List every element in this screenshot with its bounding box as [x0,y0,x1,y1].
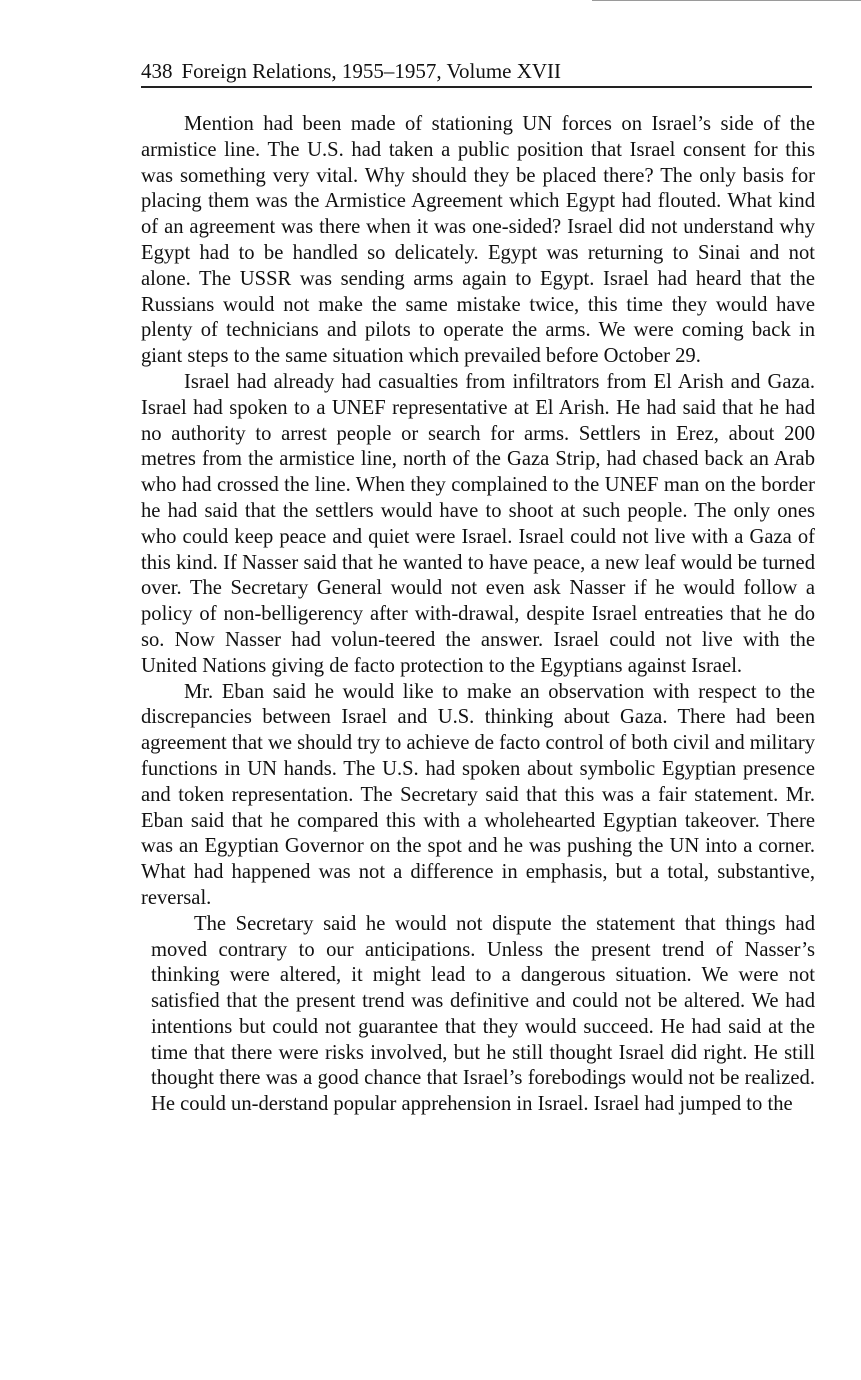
paragraph-un-forces: Mention had been made of stationing UN forces on Israel’s side of the armistice line. The U.S. had taken a public position that Israel consent for this was something very vital. Why should they be placed there? The only basis for placing them was the Armistice Agreement which Egypt had flouted. What kind of an agreement was there when it was one-sided? Israel did not understand why Egypt had to be handled so delicately. Egypt was returning to Sinai and not alone. The USSR was sending arms again to Egypt. Israel had heard that the Russians would not make the same mistake twice, this time they would have plenty of technicians and pilots to operate the arms. We were coming back in giant steps to the same situation which prevailed before October 29. [141,113,815,368]
volume-title: Foreign Relations, 1955–1957, Volume XVII [181,59,562,83]
document-body [141,112,815,1118]
running-header [141,58,812,88]
paragraph-eban-observation: Mr. Eban said he would like to make an observation with respect to the discrepancies between Israel and U.S. thinking about Gaza. There had been agreement that we should try to achieve de facto control of both civil and military functions in UN hands. The U.S. had spoken about symbolic Egyptian presence and token representation. The Secretary said that this was a fair statement. Mr. Eban said that he compared this with a wholehearted Egyptian takeover. There was an Egyptian Governor on the spot and he was pushing the UN into a corner. What had happened was not a difference in emphasis, but a total, substantive, reversal. [141,680,815,909]
paragraph-secretary-response: The Secretary said he would not dispute the statement that things had moved contrary to our anticipations. Unless the present trend of Nasser’s thinking were altered, it might lead to a dangerous situation. We were not satisfied that the present trend was definitive and could not be altered. We had intentions but could not guarantee that they would succeed. He had said at the time that there were risks involved, but he still thought Israel did right. He still thought there was a good chance that Israel’s forebodings would not be realized. He could un-derstand popular apprehension in Israel. Israel had jumped to the [151,912,815,1116]
top-edge-rule [592,0,861,1]
page-number: 438 [141,59,173,83]
paragraph-infiltrators: Israel had already had casualties from infiltrators from El Arish and Gaza. Israel had spoken to a UNEF representative at El Arish. He had said that he had no authority to arrest people or search for arms. Settlers in Erez, about 200 metres from the armistice line, north of the Gaza Strip, had chased back an Arab who had crossed the line. When they complained to the UNEF man on the border he had said that the settlers would have to shoot at such people. The only ones who could keep peace and quiet were Israel. Israel could not live with a Gaza of this kind. If Nasser said that he wanted to have peace, a new leaf would be turned over. The Secretary General would not even ask Nasser if he would follow a policy of non-belligerency after with-drawal, despite Israel entreaties that he do so. Now Nasser had volun-teered the answer. Israel could not live with the United Nations giving de facto protection to the Egyptians against Israel. [141,370,815,677]
